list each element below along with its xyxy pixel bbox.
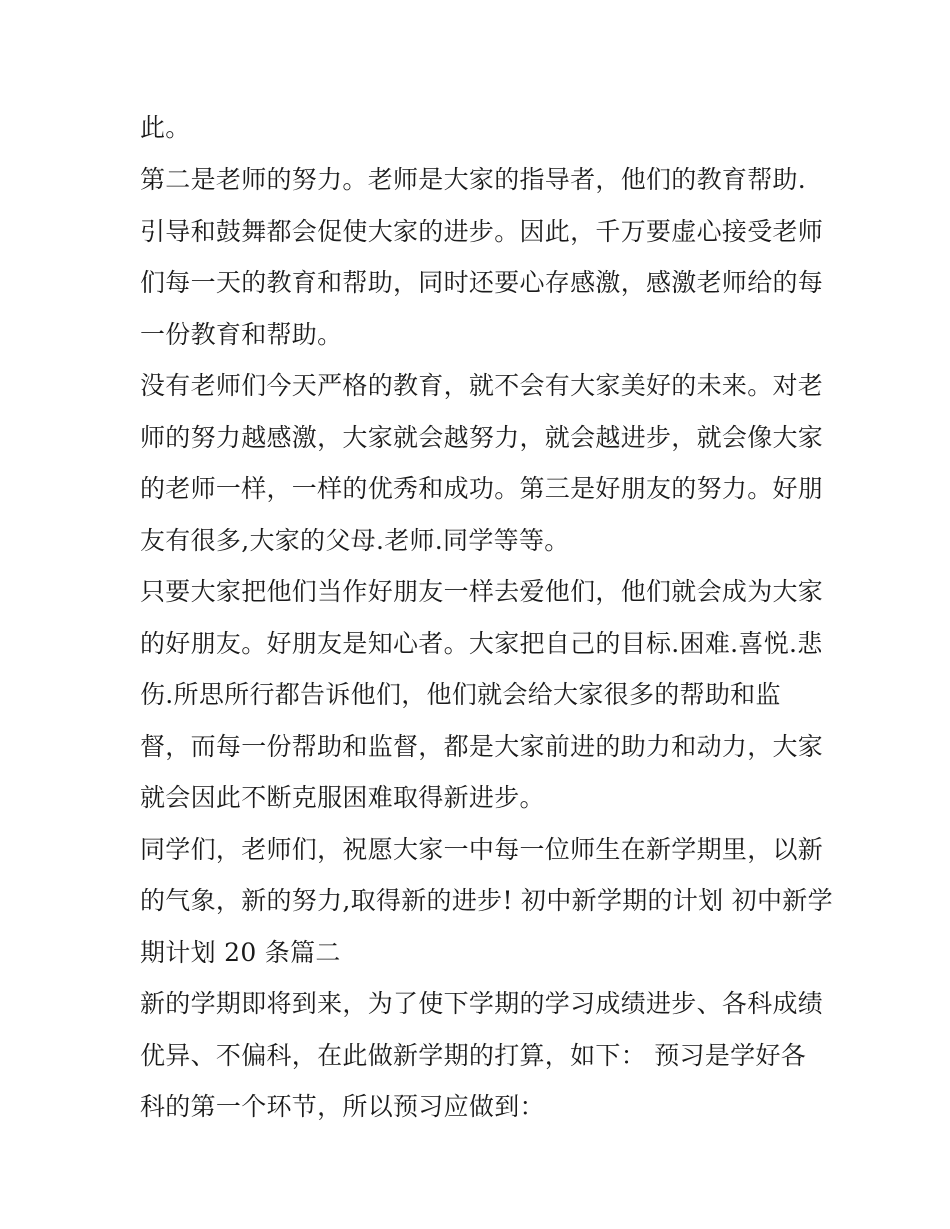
- text-line: 友有很多,大家的父母.老师.同学等等。: [140, 526, 570, 555]
- text-line: 伤.所思所行都告诉他们，他们就会给大家很多的帮助和监: [140, 680, 781, 709]
- text-line: 此。: [140, 113, 191, 142]
- text-line: 没有老师们今天严格的教育，就不会有大家美好的未来。对老: [140, 371, 824, 400]
- text-line: 们每一天的教育和帮助，同时还要心存感激，感激老师给的每: [140, 268, 824, 297]
- text-line: 新的学期即将到来，为了使下学期的学习成绩进步、各科成绩: [140, 989, 824, 1018]
- text-line: 的好朋友。好朋友是知心者。大家把自己的目标.困难.喜悦.悲: [140, 629, 823, 658]
- text-line: 的老师一样，一样的优秀和成功。第三是好朋友的努力。好朋: [140, 474, 824, 503]
- text-line: 同学们，老师们，祝愿大家一中每一位师生在新学期里，以新: [140, 835, 824, 864]
- text-line: 期计划 20 条篇二: [140, 938, 341, 967]
- text-line: 第二是老师的努力。老师是大家的指导者，他们的教育帮助.: [140, 165, 807, 194]
- text-line: 优异、不偏科，在此做新学期的打算，如下： 预习是学好各: [140, 1041, 807, 1070]
- text-line: 督，而每一份帮助和监督，都是大家前进的助力和动力，大家: [140, 732, 824, 761]
- text-line: 引导和鼓舞都会促使大家的进步。因此，千万要虚心接受老师: [140, 217, 824, 246]
- text-line: 科的第一个环节，所以预习应做到：: [140, 1092, 545, 1121]
- text-line: 一份教育和帮助。: [140, 320, 343, 349]
- text-line: 就会因此不断克服困难取得新进步。: [140, 783, 545, 812]
- text-line: 的气象，新的努力,取得新的进步! 初中新学期的计划 初中新学: [140, 886, 833, 915]
- text-line: 只要大家把他们当作好朋友一样去爱他们，他们就会成为大家: [140, 577, 824, 606]
- text-line: 师的努力越感激，大家就会越努力，就会越进步，就会像大家: [140, 423, 824, 452]
